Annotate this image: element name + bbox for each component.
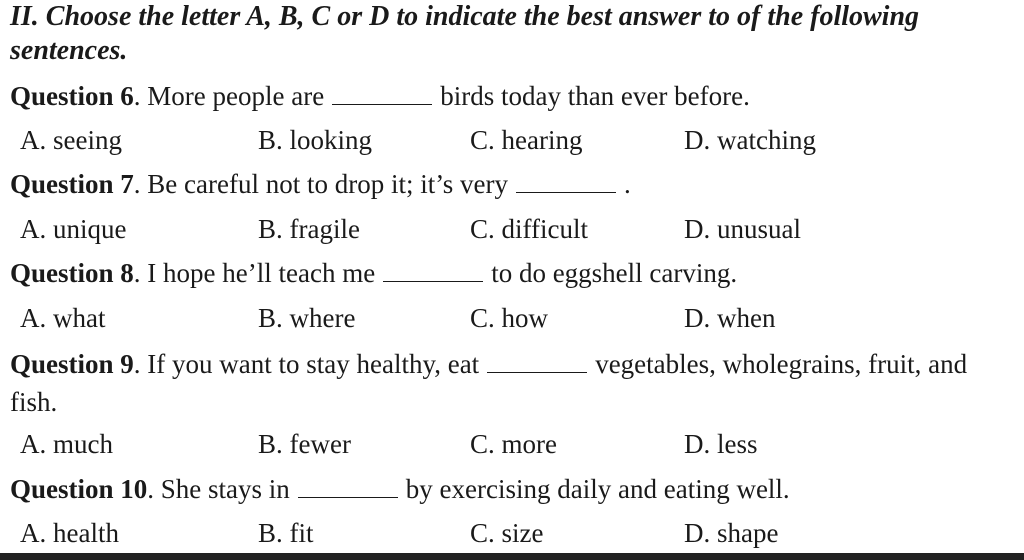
question-text-before: She stays in: [160, 474, 290, 504]
option-a[interactable]: A. what: [20, 303, 106, 333]
options-question-10: [0, 517, 1024, 551]
answer-blank: [383, 261, 483, 282]
question-6: [10, 80, 1010, 112]
options-question-8: [0, 302, 1024, 336]
option-c[interactable]: C. more: [470, 429, 557, 459]
question-text-before: Be careful not to drop it; it’s very: [147, 169, 508, 199]
question-text-after: by exercising daily and eating well.: [405, 474, 790, 504]
answer-blank: [487, 352, 587, 373]
question-8: [10, 257, 1010, 289]
answer-blank: [332, 84, 432, 105]
option-a[interactable]: A. unique: [20, 214, 127, 244]
question-label: Question 6: [10, 81, 134, 111]
option-d[interactable]: D. when: [684, 303, 776, 333]
answer-blank: [298, 477, 398, 498]
option-c[interactable]: C. hearing: [470, 125, 583, 155]
question-label: Question 8: [10, 258, 134, 288]
option-b[interactable]: B. fewer: [258, 429, 351, 459]
option-d[interactable]: D. shape: [684, 518, 779, 548]
question-text-after: vegetables, wholegrains, fruit, and fish.: [10, 349, 968, 417]
section-heading: II. Choose the letter A, B, C or D to indicate the best answer to of the following sentences.: [10, 1, 920, 66]
option-d[interactable]: D. unusual: [684, 214, 801, 244]
question-text-after: to do eggshell carving.: [491, 258, 738, 288]
question-9: [10, 345, 1010, 421]
question-text-after: birds today than ever before.: [440, 81, 750, 111]
question-label: Question 10: [10, 474, 148, 504]
question-label: Question 9: [10, 349, 134, 379]
question-dot: .: [133, 349, 148, 379]
question-10: [10, 473, 1010, 505]
options-question-7: [0, 213, 1024, 247]
option-b[interactable]: B. fragile: [258, 214, 360, 244]
question-dot: .: [147, 474, 161, 504]
answer-blank: [516, 172, 616, 193]
option-c[interactable]: C. how: [470, 303, 549, 333]
option-b[interactable]: B. fit: [258, 518, 314, 548]
question-dot: .: [133, 169, 148, 199]
option-b[interactable]: B. looking: [258, 125, 373, 155]
option-c[interactable]: C. size: [470, 518, 544, 548]
option-d[interactable]: D. watching: [684, 125, 816, 155]
option-b[interactable]: B. where: [258, 303, 356, 333]
question-text-before: I hope he’ll teach me: [147, 258, 376, 288]
question-text-before: More people are: [147, 81, 325, 111]
option-c[interactable]: C. difficult: [470, 214, 588, 244]
question-text-after: .: [623, 169, 631, 199]
options-question-9: [0, 428, 1024, 462]
question-dot: .: [133, 258, 148, 288]
option-a[interactable]: A. health: [20, 518, 119, 548]
option-a[interactable]: A. much: [20, 429, 113, 459]
option-a[interactable]: A. seeing: [20, 125, 122, 155]
question-7: [10, 168, 1010, 200]
bottom-edge-bar: [0, 553, 1024, 560]
option-d[interactable]: D. less: [684, 429, 758, 459]
question-label: Question 7: [10, 169, 134, 199]
question-text-before: If you want to stay healthy, eat: [147, 349, 480, 379]
options-question-6: [0, 124, 1024, 158]
question-dot: .: [133, 81, 148, 111]
